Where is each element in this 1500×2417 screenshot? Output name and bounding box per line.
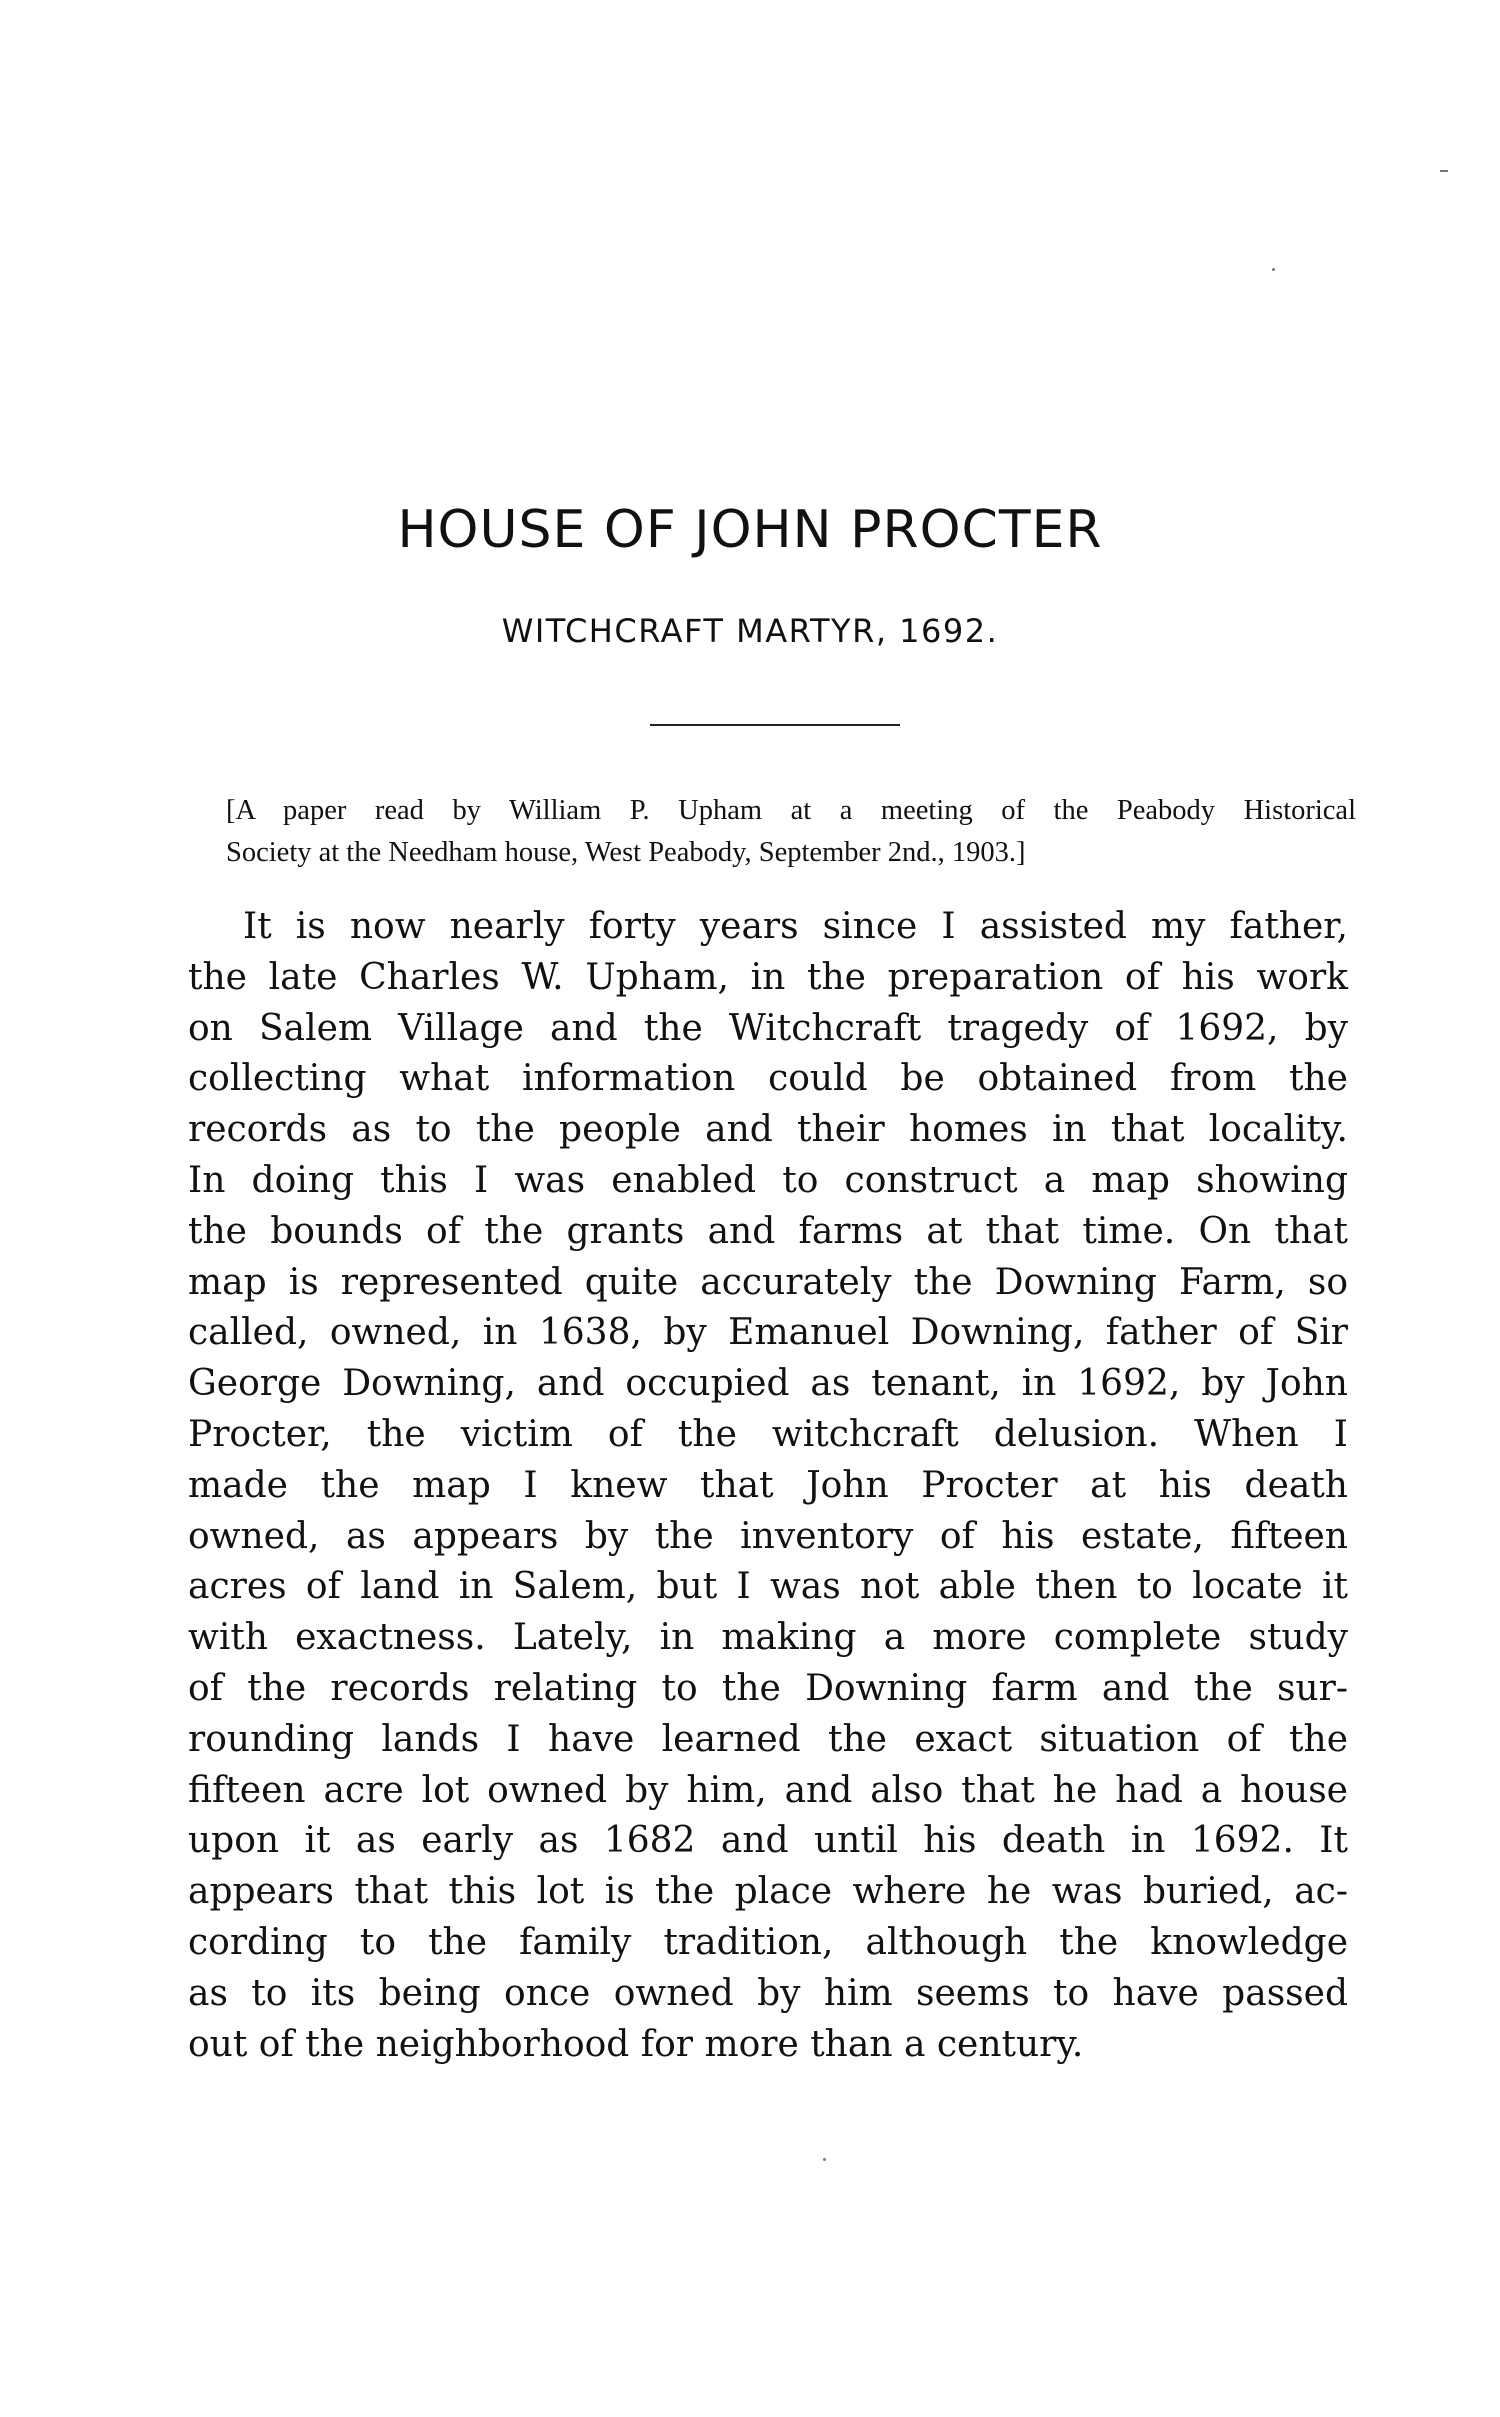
title-divider (650, 724, 900, 726)
body-line: George Downing, and occupied as tenant, in 1692, by John (188, 1363, 1348, 1405)
body-line: fifteen acre lot owned by him, and also that he had a house (188, 1769, 1348, 1811)
body-line: upon it as early as 1682 and until his death in 1692. It (188, 1820, 1348, 1862)
page-subtitle: WITCHCRAFT MARTYR, 1692. (501, 612, 999, 650)
page-title: HOUSE OF JOHN PROCTER (397, 500, 1103, 560)
body-line: It is now nearly forty years since I assisted my father, (243, 906, 1348, 947)
scan-speck (1272, 268, 1275, 271)
body-line: of the records relating to the Downing farm and the sur- (188, 1667, 1348, 1709)
body-line: rounding lands I have learned the exact situation of the (188, 1718, 1348, 1760)
body-line: the late Charles W. Upham, in the preparation of his work (188, 956, 1348, 998)
body-line: with exactness. Lately, in making a more complete study (188, 1617, 1348, 1659)
body-line: cording to the family tradition, although the knowledge (188, 1921, 1348, 1963)
body-line: In doing this I was enabled to construct a map showing (188, 1159, 1348, 1201)
scan-speck (823, 2158, 826, 2161)
body-line: owned, as appears by the inventory of his estate, fifteen (188, 1515, 1348, 1557)
body-line: the bounds of the grants and farms at that time. On that (188, 1210, 1348, 1252)
body-line: acres of land in Salem, but I was not able then to locate it (188, 1566, 1348, 1608)
body-line: as to its being once owned by him seems to have passed (188, 1972, 1348, 2014)
body-line: called, owned, in 1638, by Emanuel Downing, father of Sir (188, 1312, 1348, 1354)
body-line: made the map I knew that John Procter at his death (188, 1464, 1348, 1506)
body-line: records as to the people and their homes in that locality. (188, 1109, 1348, 1151)
body-line: collecting what information could be obtained from the (188, 1058, 1348, 1100)
body-paragraph (188, 902, 1348, 2070)
note-line: [A paper read by William P. Upham at a meeting of the Peabody Historical (226, 795, 1356, 826)
editorial-note (226, 790, 1356, 874)
body-line: out of the neighborhood for more than a century. (188, 2023, 1084, 2065)
body-line: map is represented quite accurately the Downing Farm, so (188, 1261, 1348, 1303)
scan-speck (1440, 170, 1448, 172)
body-line: on Salem Village and the Witchcraft tragedy of 1692, by (188, 1007, 1348, 1049)
body-line: appears that this lot is the place where he was buried, ac- (188, 1871, 1348, 1913)
note-line: Society at the Needham house, West Peabody, September 2nd., 1903.] (226, 837, 1026, 868)
body-line: Procter, the victim of the witchcraft delusion. When I (188, 1413, 1348, 1455)
